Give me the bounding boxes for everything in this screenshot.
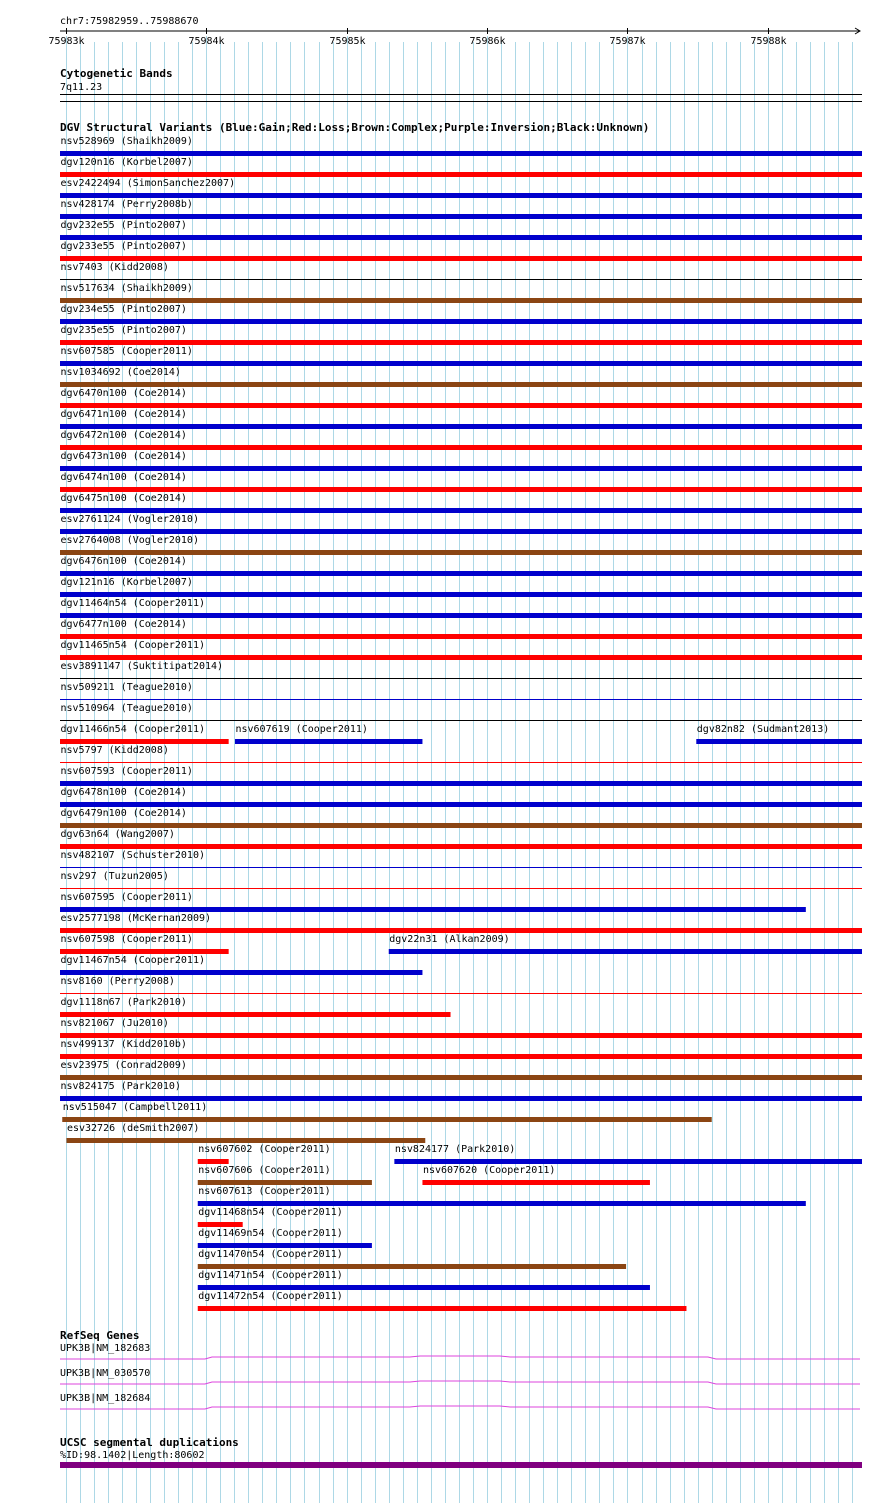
variant-label: nsv517634 (Shaikh2009) bbox=[60, 283, 193, 294]
variant-label: nsv607606 (Cooper2011) bbox=[198, 1165, 331, 1176]
variant-bar[interactable] bbox=[60, 592, 862, 597]
variant-label: nsv607595 (Cooper2011) bbox=[60, 892, 193, 903]
dgv-track-title: DGV Structural Variants (Blue:Gain;Red:Loss;Brown:Complex;Purple:Inversion;Black:Unknown) bbox=[60, 121, 650, 134]
variant-bar[interactable] bbox=[696, 739, 862, 744]
variant-label: dgv11469n54 (Cooper2011) bbox=[198, 1228, 343, 1239]
variant-bar[interactable] bbox=[60, 762, 862, 763]
variant-bar[interactable] bbox=[60, 172, 862, 177]
variant-label: dgv6475n100 (Coe2014) bbox=[60, 493, 187, 504]
gene-label: UPK3B|NM_182684 bbox=[60, 1393, 151, 1404]
variant-label: dgv11472n54 (Cooper2011) bbox=[198, 1291, 343, 1302]
variant-label: nsv607620 (Cooper2011) bbox=[422, 1165, 556, 1176]
variant-bar[interactable] bbox=[60, 699, 862, 700]
cytoband-label: 7q11.23 bbox=[60, 82, 103, 93]
variant-bar[interactable] bbox=[422, 1180, 649, 1185]
variant-label: esv2577198 (McKernan2009) bbox=[60, 913, 212, 924]
variant-bar[interactable] bbox=[60, 424, 862, 429]
variant-label: dgv11464n54 (Cooper2011) bbox=[60, 598, 205, 609]
variant-label: dgv6474n100 (Coe2014) bbox=[60, 472, 187, 483]
variant-bar[interactable] bbox=[60, 508, 862, 513]
variant-label: nsv297 (Tuzun2005) bbox=[60, 871, 169, 882]
variant-bar[interactable] bbox=[60, 1096, 862, 1101]
variant-label: nsv428174 (Perry2008b) bbox=[60, 199, 193, 210]
variant-label: dgv22n31 (Alkan2009) bbox=[389, 934, 510, 945]
variant-bar[interactable] bbox=[60, 634, 862, 639]
variant-label: esv23975 (Conrad2009) bbox=[60, 1060, 187, 1071]
variant-label: nsv510964 (Teague2010) bbox=[60, 703, 193, 714]
variant-bar[interactable] bbox=[60, 466, 862, 471]
variant-label: dgv11471n54 (Cooper2011) bbox=[198, 1270, 343, 1281]
gene-label: UPK3B|NM_030570 bbox=[60, 1368, 151, 1379]
variant-bar[interactable] bbox=[198, 1264, 626, 1269]
variant-bar[interactable] bbox=[60, 1054, 862, 1059]
variant-bar[interactable] bbox=[60, 279, 862, 280]
variant-bar[interactable] bbox=[60, 487, 862, 492]
variant-label: dgv6479n100 (Coe2014) bbox=[60, 808, 187, 819]
variant-bar[interactable] bbox=[198, 1180, 372, 1185]
variant-label: esv2761124 (Vogler2010) bbox=[60, 514, 199, 525]
variant-bar[interactable] bbox=[60, 550, 862, 555]
variant-bar[interactable] bbox=[60, 1075, 862, 1080]
variant-bar[interactable] bbox=[60, 739, 229, 744]
variant-bar[interactable] bbox=[198, 1243, 372, 1248]
variant-label: nsv824175 (Park2010) bbox=[60, 1081, 181, 1092]
ruler-tick-label: 75984k bbox=[188, 36, 225, 47]
variant-label: nsv499137 (Kidd2010b) bbox=[60, 1039, 187, 1050]
variant-bar[interactable] bbox=[389, 949, 862, 954]
variant-bar[interactable] bbox=[60, 993, 862, 994]
variant-bar[interactable] bbox=[60, 867, 862, 868]
variant-bar[interactable] bbox=[198, 1306, 687, 1311]
variant-bar[interactable] bbox=[198, 1159, 229, 1164]
variant-bar[interactable] bbox=[60, 678, 862, 679]
variant-bar[interactable] bbox=[60, 193, 862, 198]
variant-bar[interactable] bbox=[60, 928, 862, 933]
variant-bar[interactable] bbox=[60, 802, 862, 807]
variant-bar[interactable] bbox=[60, 298, 862, 303]
variant-label: nsv821067 (Ju2010) bbox=[60, 1018, 169, 1029]
variant-label: dgv11467n54 (Cooper2011) bbox=[60, 955, 205, 966]
variant-label: dgv234e55 (Pinto2007) bbox=[60, 304, 187, 315]
variant-bar[interactable] bbox=[198, 1222, 243, 1227]
variant-bar[interactable] bbox=[235, 739, 422, 744]
ruler-tick-label: 75983k bbox=[48, 36, 85, 47]
variant-bar[interactable] bbox=[60, 1012, 451, 1017]
variant-label: dgv11465n54 (Cooper2011) bbox=[60, 640, 205, 651]
variant-bar[interactable] bbox=[60, 970, 422, 975]
variant-bar[interactable] bbox=[60, 823, 862, 828]
variant-bar[interactable] bbox=[60, 844, 862, 849]
variant-bar[interactable] bbox=[60, 571, 862, 576]
variant-label: dgv120n16 (Korbel2007) bbox=[60, 157, 193, 168]
variant-label: dgv63n64 (Wang2007) bbox=[60, 829, 175, 840]
variant-label: dgv6471n100 (Coe2014) bbox=[60, 409, 187, 420]
variant-label: nsv607585 (Cooper2011) bbox=[60, 346, 193, 357]
variant-bar[interactable] bbox=[60, 529, 862, 534]
variant-bar[interactable] bbox=[60, 949, 229, 954]
segdup-label: %ID:98.1402|Length:80602 bbox=[60, 1450, 205, 1461]
variant-bar[interactable] bbox=[60, 781, 862, 786]
variant-bar[interactable] bbox=[60, 235, 862, 240]
variant-bar[interactable] bbox=[198, 1285, 650, 1290]
variant-bar[interactable] bbox=[60, 361, 862, 366]
variant-label: dgv6478n100 (Coe2014) bbox=[60, 787, 187, 798]
range-label: chr7:75982959..75988670 bbox=[60, 16, 199, 27]
variant-label: nsv509211 (Teague2010) bbox=[60, 682, 193, 693]
variant-bar[interactable] bbox=[60, 1033, 862, 1038]
variant-bar[interactable] bbox=[60, 151, 862, 156]
variant-label: dgv11470n54 (Cooper2011) bbox=[198, 1249, 343, 1260]
ruler-tick-label: 75986k bbox=[469, 36, 506, 47]
variant-bar[interactable] bbox=[66, 1138, 425, 1143]
variant-label: dgv11468n54 (Cooper2011) bbox=[198, 1207, 343, 1218]
variant-label: nsv824177 (Park2010) bbox=[394, 1144, 516, 1155]
variant-label: esv2764008 (Vogler2010) bbox=[60, 535, 199, 546]
variant-bar[interactable] bbox=[62, 1117, 711, 1122]
variant-label: dgv6473n100 (Coe2014) bbox=[60, 451, 187, 462]
variant-label: nsv8160 (Perry2008) bbox=[60, 976, 175, 987]
variant-label: esv2422494 (SimonSanchez2007) bbox=[60, 178, 236, 189]
variant-label: nsv607613 (Cooper2011) bbox=[198, 1186, 331, 1197]
segdup-bar bbox=[60, 1462, 862, 1468]
variant-bar[interactable] bbox=[198, 1201, 806, 1206]
segdup-track-title: UCSC segmental duplications bbox=[60, 1436, 239, 1449]
variant-label: nsv607593 (Cooper2011) bbox=[60, 766, 193, 777]
variant-label: nsv7403 (Kidd2008) bbox=[60, 262, 169, 273]
variant-label: nsv607619 (Cooper2011) bbox=[235, 724, 368, 735]
cytoband-track-title: Cytogenetic Bands bbox=[60, 67, 173, 80]
variant-label: dgv82n82 (Sudmant2013) bbox=[696, 724, 830, 735]
variant-bar[interactable] bbox=[60, 888, 862, 889]
variant-bar[interactable] bbox=[60, 382, 862, 387]
variant-label: nsv1034692 (Coe2014) bbox=[60, 367, 181, 378]
variant-label: nsv607598 (Cooper2011) bbox=[60, 934, 193, 945]
variant-bar[interactable] bbox=[60, 907, 806, 912]
variant-label: nsv528969 (Shaikh2009) bbox=[60, 136, 193, 147]
variant-bar[interactable] bbox=[60, 256, 862, 261]
variant-bar[interactable] bbox=[60, 445, 862, 450]
variant-label: dgv232e55 (Pinto2007) bbox=[60, 220, 187, 231]
variant-label: nsv515047 (Campbell2011) bbox=[62, 1102, 208, 1113]
variant-label: dgv233e55 (Pinto2007) bbox=[60, 241, 187, 252]
gene-label: UPK3B|NM_182683 bbox=[60, 1343, 151, 1354]
variant-label: dgv11466n54 (Cooper2011) bbox=[60, 724, 205, 735]
variant-bar[interactable] bbox=[60, 319, 862, 324]
variant-bar[interactable] bbox=[60, 214, 862, 219]
variant-bar[interactable] bbox=[60, 403, 862, 408]
variant-label: esv32726 (deSmith2007) bbox=[66, 1123, 200, 1134]
variant-bar[interactable] bbox=[394, 1159, 862, 1164]
variant-bar[interactable] bbox=[60, 655, 862, 660]
variant-bar[interactable] bbox=[60, 720, 862, 721]
variant-label: dgv1118n67 (Park2010) bbox=[60, 997, 187, 1008]
ruler-tick-label: 75987k bbox=[609, 36, 646, 47]
variant-label: dgv6476n100 (Coe2014) bbox=[60, 556, 187, 567]
variant-label: dgv6470n100 (Coe2014) bbox=[60, 388, 187, 399]
variant-label: dgv121n16 (Korbel2007) bbox=[60, 577, 193, 588]
ruler-tick-label: 75988k bbox=[750, 36, 787, 47]
variant-label: dgv6472n100 (Coe2014) bbox=[60, 430, 187, 441]
variant-label: dgv235e55 (Pinto2007) bbox=[60, 325, 187, 336]
variant-label: nsv5797 (Kidd2008) bbox=[60, 745, 169, 756]
variant-label: nsv607602 (Cooper2011) bbox=[198, 1144, 331, 1155]
refseq-track-title: RefSeq Genes bbox=[60, 1329, 140, 1342]
ruler-tick-label: 75985k bbox=[329, 36, 366, 47]
variant-label: nsv482107 (Schuster2010) bbox=[60, 850, 205, 861]
variant-bar[interactable] bbox=[60, 340, 862, 345]
variant-label: esv3891147 (Suktitipat2014) bbox=[60, 661, 224, 672]
variant-bar[interactable] bbox=[60, 613, 862, 618]
variant-label: dgv6477n100 (Coe2014) bbox=[60, 619, 187, 630]
